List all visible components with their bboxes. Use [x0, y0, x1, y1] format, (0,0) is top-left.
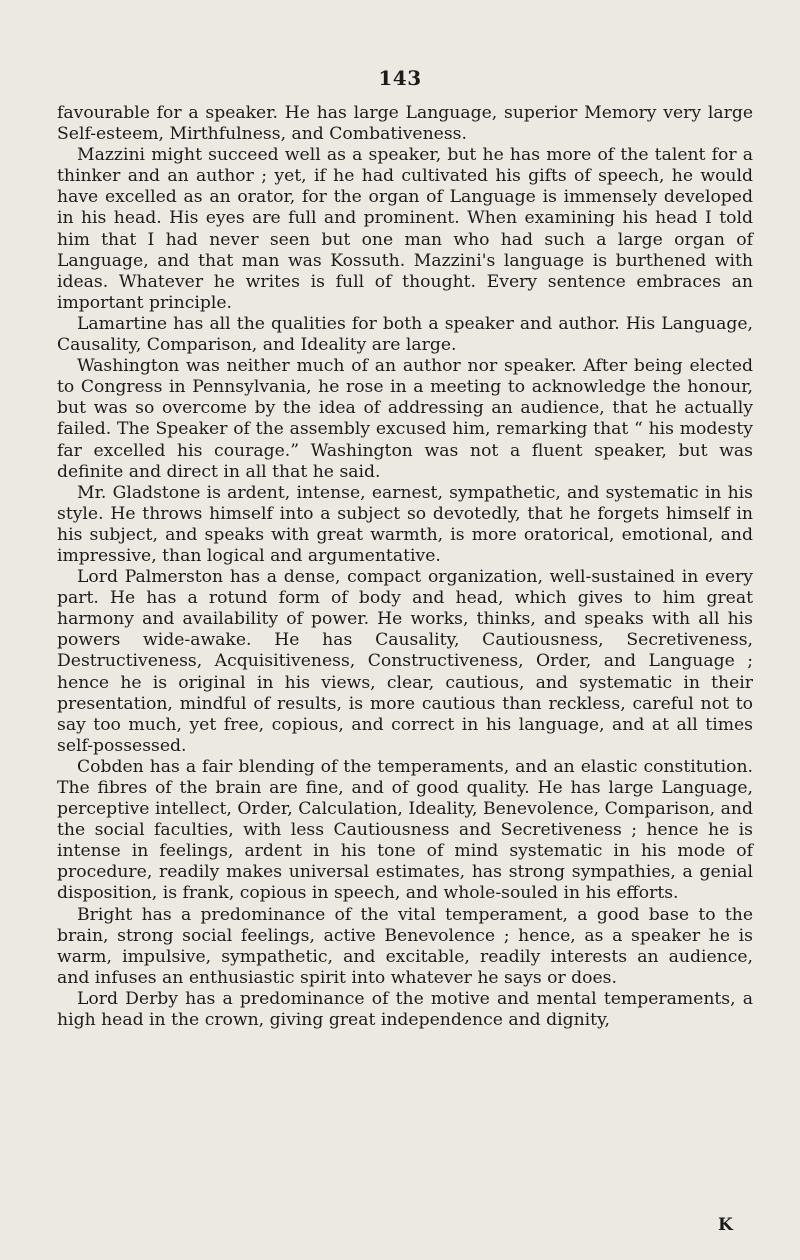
paragraph-bright: Bright has a predominance of the vital temperament, a good base to the brain, strong social feelings, active Benevolence ; hence, as a speaker he is warm, impulsive, sympathetic, and excitable, readily interests an audience, and infuses an enthusiastic spirit into whatever he says or does. — [57, 904, 753, 988]
paragraph-palmerston: Lord Palmerston has a dense, compact organization, well-sustained in every part. He has a rotund form of body and head, which gives to him great harmony and availability of power. He works, thinks, and speaks with all his powers wide-awake. He has Causality, Cautiousness, Secretiveness, Destructiveness, Acquisitiveness, Constructiveness, Order, and Language ; hence he is original in his views, clear, cautious, and systematic in their presentation, mindful of results, is more cautious than reckless, careful not to say too much, yet free, copious, and correct in his language, and at all times self-possessed. — [57, 567, 753, 756]
paragraph-lamartine: Lamartine has all the qualities for both a speaker and author. His Language, Causality, Comparison, and Ideality are large. — [57, 313, 753, 356]
body-text — [57, 103, 753, 1031]
paragraph-gladstone: Mr. Gladstone is ardent, intense, earnest, sympathetic, and systematic in his style. He throws himself into a subject so devotedly, that he forgets himself in his subject, and speaks with great warmth, is more oratorical, emotional, and impressive, than logical and argumentative. — [57, 482, 753, 566]
signature-mark: K — [718, 1215, 733, 1235]
paragraph-washington: Washington was neither much of an author nor speaker. After being elected to Congress in Pennsylvania, he rose in a meeting to acknowledge the honour, but was so overcome by the idea of addressing an audience, that he actually failed. The Speaker of the assembly excused him, remarking that “ his modesty far excelled his courage.” Washington was not a fluent speaker, but was definite and direct in all that he said. — [57, 356, 753, 482]
paragraph-cobden: Cobden has a fair blending of the temperaments, and an elastic constitution. The fibres of the brain are fine, and of good quality. He has large Language, perceptive intellect, Order, Calculation, Ideality, Benevolence, Comparison, and the social faculties, with less Cautiousness and Secretiveness ; hence he is intense in feelings, ardent in his tone of mind systematic in his mode of procedure, readily makes universal estimates, has strong sympathies, a genial disposition, is frank, copious in speech, and whole-souled in his efforts. — [57, 756, 753, 904]
paragraph-mazzini: Mazzini might succeed well as a speaker, but he has more of the talent for a thinker and an author ; yet, if he had cultivated his gifts of speech, he would have excelled as an orator, for the organ of Language is immensely developed in his head. His eyes are full and prominent. When examining his head I told him that I had never seen but one man who had such a large organ of Language, and that man was Kossuth. Mazzini's language is burthened with ideas. Whatever he writes is full of thought. Every sentence embraces an important principle. — [57, 145, 753, 313]
paragraph-continuation: favourable for a speaker. He has large Language, superior Memory very large Self-esteem, Mirthfulness, and Combativeness. — [57, 103, 753, 145]
paragraph-derby: Lord Derby has a predominance of the motive and mental temperaments, a high head in the crown, giving great independence and dignity, — [57, 988, 753, 1031]
page-number: 143 — [378, 66, 422, 90]
